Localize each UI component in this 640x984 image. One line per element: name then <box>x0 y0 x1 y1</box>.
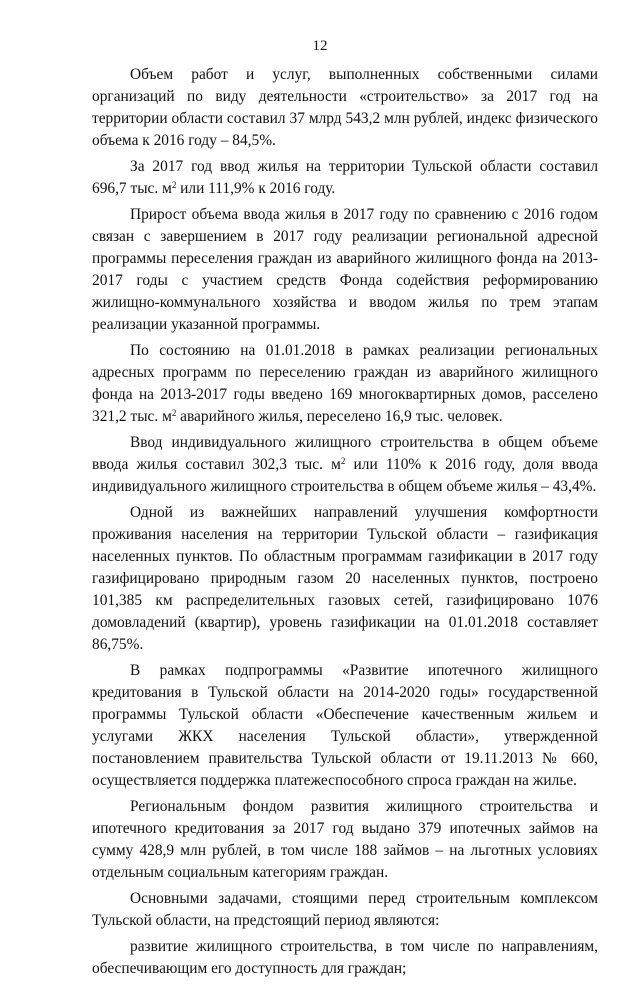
superscript-2: 2 <box>340 456 346 466</box>
paragraph-construction-volume: Объем работ и услуг, выполненных собственными силами организаций по виду деятельности «строительство» за 2017 год на территории области составил 37 млрд 543,2 млн рублей, индекс физического объема к 2016 году – 84,5%. <box>92 66 598 149</box>
paragraph-main-tasks: Основными задачами, стоящими перед строительным комплексом Тульской области, на предстоящий период являются: <box>92 890 598 929</box>
superscript-2: 2 <box>171 408 177 418</box>
paragraph-resettlement: По состоянию на 01.01.2018 в рамках реализации региональных адресных программ по переселению граждан из аварийного жилищного фонда на 2013-2017 годы введено 169 многоквартирных домов, расселено 321,2 тыс. $м^2$ аварийного жилья, переселено 16,9 тыс. человек. <box>92 342 598 425</box>
paragraph-gasification: Одной из важнейших направлений улучшения комфортности проживания населения на территории Тульской области – газификация населенных пунктов. По областным программам газификации в 2017 году газифицировано природным газом 20 населенных пунктов, построено 101,385 км распределительных газовых сетей, газифицировано 1076 домовладений (квартир), уровень газификации на 01.01.2018 составляет 86,75%. <box>92 504 598 653</box>
paragraph-individual-housing: Ввод индивидуального жилищного строительства в общем объеме ввода жилья составил 302,3 тыс. $м^2$ или 110% к 2016 году, доля ввода индивидуального жилищного строительства в общем объеме жилья – 43,4%. <box>92 434 599 495</box>
body-text <box>92 64 598 984</box>
paragraph-housing-commissioning: За 2017 год ввод жилья на территории Тульской области составил 696,7 тыс. $м^2$ или 111,9% к 2016 году. <box>92 158 598 197</box>
page-number: 12 <box>312 38 328 54</box>
paragraph-housing-growth: Прирост объема ввода жилья в 2017 году по сравнению с 2016 годом связан с завершением в 2017 году реализации региональной адресной программы переселения граждан из аварийного жилищного фонда на 2013-2017 годы с участием средств Фонда содействия реформированию жилищно-коммунального хозяйства и вводом жилья по трем этапам реализации указанной программы. <box>92 206 598 333</box>
paragraph-task-housing-development: развитие жилищного строительства, в том числе по направлениям, обеспечивающим его доступность для граждан; <box>92 938 598 977</box>
superscript-2: 2 <box>171 180 177 190</box>
paragraph-mortgage-loans: Региональным фондом развития жилищного строительства и ипотечного кредитования за 2017 год выдано 379 ипотечных займов на сумму 428,9 млн рублей, в том числе 188 займов – на льготных условиях отдельным социальным категориям граждан. <box>92 798 598 881</box>
paragraph-mortgage-subprogram: В рамках подпрограммы «Развитие ипотечного жилищного кредитования в Тульской области на 2014-2020 годы» государственной программы Тульской области «Обеспечение качественным жильем и услугами ЖКХ населения Тульской области», утвержденной постановлением правительства Тульской области от 19.11.2013 № 660, осуществляется поддержка платежеспособного спроса граждан на жилье. <box>92 662 598 789</box>
